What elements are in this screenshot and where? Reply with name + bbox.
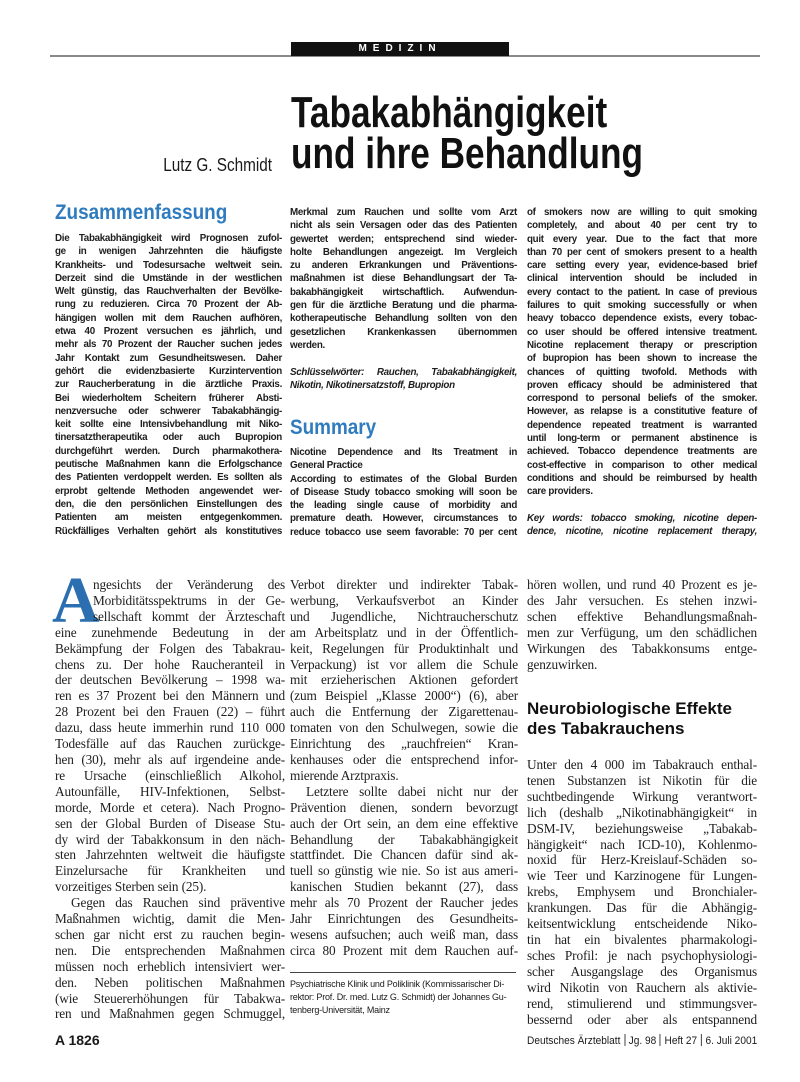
text-line: wird Nikotin von Rauchern als aktivie- (527, 979, 757, 995)
footnote (290, 978, 516, 1017)
text-line: zu anderen Erkrankungen und Präventions- (290, 260, 517, 272)
separator (701, 1034, 702, 1046)
text-line: schen gar nicht erst zu rauchen begin- (55, 926, 285, 942)
text-line: Bekämpfung der Folgen des Tabakrau- (55, 640, 285, 656)
text-line: dy wird der Tabakkonsum in den näch- (55, 831, 285, 847)
text-line: bessernd oder aber als entspannend (527, 1011, 757, 1027)
text-line: However, as relapse is a constitutive feature of (527, 406, 757, 418)
text-line: durchgeführt werden. Durch pharmakothera- (55, 445, 282, 457)
text-line: keit sollte eine Intensivbehandlung mit Niko- (55, 419, 282, 431)
summary-heading: Summary (290, 416, 377, 439)
text-line: ren und Maßnahmen gegen Schmuggel, (55, 1006, 285, 1022)
text-line: According to estimates of the Global Burden (290, 473, 517, 485)
text-line: of Disease Study tobacco smoking will soon be (290, 486, 517, 498)
text-line: every contact to the patient. In case of previous (527, 286, 757, 298)
text-line: Nicotine Dependence and Its Treatment in (290, 447, 517, 458)
footnote-rule (290, 972, 516, 973)
text-line: proven efficacy should be administered that (527, 379, 757, 391)
text-block (527, 206, 757, 499)
text-line: Verbot direkter und indirekter Tabak- (290, 577, 518, 592)
text-line: des Jahr versuchen. Es stehen inzwi- (527, 592, 757, 608)
text-line: Verpackung) ist vor allem die Schule (290, 656, 518, 672)
section-heading-line-1: Neurobiologische Effekte (527, 699, 732, 718)
journal-issue: Heft 27 (664, 1035, 697, 1047)
text-line: vorzeitiges Sterben sein (25). (55, 879, 207, 895)
text-line: stattfindet. Die Chancen dafür sind ak- (290, 847, 518, 863)
text-line: Die Tabakabhängigkeit wird Prognosen zufol- (55, 233, 282, 244)
text-line: the leading single cause of morbidity and (290, 500, 517, 512)
text-line: tenen Substanzen ist Nikotin für die (527, 772, 757, 788)
author: Lutz G. Schmidt (163, 155, 272, 175)
text-line: Einzelursache für Krankheiten und (55, 863, 285, 879)
text-line: care providers. (527, 486, 593, 498)
text-line: Maßnahmen wichtig, damit die Men- (55, 911, 285, 927)
text-line: Rückfälliges Verhalten gehört als konstitutives (55, 525, 282, 537)
text-line: keitsentwicklung entscheidende Niko- (527, 916, 757, 932)
body-col3-top (527, 577, 757, 672)
text-line: hängigkeit“ nach ICD-10), Kohlenmo- (527, 836, 757, 852)
text-line: Behandlung der Tabakabhängigkeit (290, 831, 518, 847)
text-line: nicht als sein Versagen oder das des Patienten (290, 220, 517, 232)
separator (624, 1034, 625, 1046)
footnote-line: Psychiatrische Klinik und Poliklinik (Kommissarischer Di- (290, 979, 505, 989)
text-line: werbung, Verkaufsverbot an Kinder (290, 592, 518, 608)
text-line: Letztere sollte dabei nicht nur der (306, 783, 518, 799)
summary-subtitle (290, 446, 517, 473)
text-line: correspond to personal beliefs of the smoker. (527, 393, 757, 405)
text-line: dependence repeated treatment is warranted (527, 419, 757, 431)
text-line: auch der Ort sein, an dem eine effektive (290, 815, 518, 831)
text-line: Autounfälle, HIV-Infektionen, Selbst- (55, 783, 285, 799)
abstract-de-col2 (290, 206, 517, 352)
abstract-en-col3 (527, 206, 757, 499)
keywords-de (290, 366, 517, 393)
title-line-2: und ihre Behandlung (291, 129, 643, 178)
text-line: nenzversuche oder schwerer Tabakabhängig- (55, 405, 282, 417)
text-line: tomaten von den Schulwegen, sowie die (290, 720, 518, 736)
text-line: Wirkungen des Tabakkonsums entge- (527, 640, 757, 656)
text-line: schen effektive Behandlungsmaßnah- (527, 608, 757, 624)
text-line: ren es 37 Prozent bei den Männern und (55, 688, 285, 704)
text-line: erprobt geltende Methoden angewendet wer- (55, 485, 282, 497)
text-line: tin hat ein bivalentes pharmakologi- (527, 931, 757, 947)
zusammenfassung-heading: Zusammenfassung (55, 201, 228, 224)
text-line: auch die Entfernung der Zigarettenau- (290, 704, 518, 720)
drop-cap: A (52, 564, 100, 637)
text-line: circa 80 Prozent mit dem Rauchen auf- (290, 942, 518, 958)
text-line: maßnahmen ist diese Behandlungsart der Ta- (290, 273, 517, 285)
text-line: scher Ausgangslage des Organismus (527, 963, 757, 979)
text-line: of bupropion has been shown to increase the (527, 353, 757, 365)
text-line: chens zu. Der hohe Raucheranteil in (55, 656, 285, 672)
text-line: gesetzlichen Krankenkassen übernommen (290, 326, 517, 338)
section-label: MEDIZIN (291, 42, 509, 56)
article-title (291, 88, 643, 178)
keywords-en (527, 512, 757, 539)
text-line: quit every year. Due to the fact that more (527, 233, 757, 245)
text-block (290, 473, 517, 539)
paragraph (290, 577, 518, 784)
text-line: Prävention dienen, sondern bevorzugt (290, 799, 518, 815)
text-line: heavy tobacco dependence exists, every tobac- (527, 313, 757, 325)
paragraph (55, 577, 285, 895)
text-line: sen der Global Burden of Disease Stu- (55, 815, 285, 831)
text-line: kanischen Studien bekannt (27), dass (290, 879, 518, 895)
text-line: den. Neben politischen Maßnahmen (55, 974, 285, 990)
text-line: gen für die ärztliche Beratung und die pharma- (290, 300, 517, 312)
text-line: (wie Steuererhöhungen für Tabakwa- (55, 990, 285, 1006)
text-line: DSM-IV, beziehungsweise „Tabakab- (527, 820, 757, 836)
text-line: etwa 40 Prozent versuchen es jährlich, und (55, 326, 282, 338)
journal-citation (527, 1034, 757, 1047)
text-line: until long-term or permanent abstinence is (527, 433, 757, 445)
text-line: werden. (290, 339, 325, 351)
text-line: Einrichtung des „rauchfreien“ Kran- (290, 736, 518, 752)
text-line: gehört die evidenzbasierte Kurzintervention (55, 365, 282, 377)
text-line: Derzeit sind die Umstände in der westlichen (55, 272, 282, 284)
text-line: cost-effective in comparison to other medical (527, 459, 757, 471)
text-line: Nikotin, Nikotinersatzstoff, Bupropion (290, 380, 455, 392)
text-line: kotherapeutische Behandlung sollten von den (290, 313, 517, 325)
text-line: keit, Regelungen für Produktinhalt und (290, 640, 518, 656)
text-line: mehr als 70 Prozent der Raucher jedes (290, 895, 518, 911)
text-line: tinersatztherapeutika oder auch Bupropion (55, 432, 282, 444)
text-line: sellschaft kommt der Ärzteschaft (93, 608, 285, 624)
text-line: rung zu reduzieren. Circa 70 Prozent der Ab- (55, 299, 282, 311)
text-line: müssen noch erheblich intensiviert wer- (55, 958, 285, 974)
text-line: zur Raucherberatung in die ärztliche Praxis. (55, 379, 282, 391)
text-line: Nicotine replacement therapy or prescription (527, 339, 757, 351)
text-line: 28 Prozent bei den Frauen (22) – führt (55, 704, 285, 720)
text-line: des Patienten verdoppelt werden. Es sollten als (55, 472, 282, 484)
paragraph (290, 784, 518, 959)
text-block (290, 206, 517, 352)
text-line: co user should be offered intensive treatment. (527, 326, 757, 338)
text-line: hören wollen, und rund 40 Prozent es je- (527, 577, 757, 592)
body-col3-bottom (527, 757, 757, 1027)
text-line: gewertet werden; entsprechend sind wieder- (290, 233, 517, 245)
text-line: wesens aufsuchen; auch weiß man, dass (290, 926, 518, 942)
text-line: Merkmal zum Rauchen und sollte vom Arzt (290, 207, 517, 218)
text-line: men zur Verfügung, um den schädlichen (527, 624, 757, 640)
text-line: Jahr Einrichtungen des Gesundheits- (290, 911, 518, 927)
text-line: am Arbeitsplatz und in der Öffentlich- (290, 624, 518, 640)
text-line: eine zunehmende Bedeutung in der (55, 624, 285, 640)
text-line: Todesfälle auf das Rauchen zurückge- (55, 736, 285, 752)
text-line: dence, nicotine, nicotine replacement therapy, (527, 526, 757, 538)
body-col1 (55, 577, 285, 1022)
section-heading (527, 699, 732, 739)
page-number: A 1826 (55, 1032, 100, 1048)
text-line: re Ursache (einschließlich Alkohol, (55, 767, 285, 783)
text-line: dazu, dass heute immerhin rund 110 000 (55, 720, 285, 736)
section-heading-line-2: des Tabakrauchens (527, 719, 685, 738)
text-block (55, 232, 282, 538)
text-line: care setting every year, evidence-based brief (527, 260, 757, 272)
text-line: Patienten am meisten entgegenkommen. (55, 512, 282, 524)
text-line: clinical intervention should be included in (527, 273, 757, 285)
text-line: sches Profil: je nach psychophysiologi- (527, 947, 757, 963)
text-line: wie Teer und Karzinogene für Lungen- (527, 868, 757, 884)
text-line: noxid für Herz-Kreislauf-Schäden so- (527, 852, 757, 868)
text-line: Gegen das Rauchen sind präventive (71, 895, 285, 911)
text-line: Schlüsselwörter: Rauchen, Tabakabhängigkeit, (290, 367, 517, 378)
text-line: nen. Die entsprechenden Maßnahmen (55, 942, 285, 958)
text-block (527, 512, 757, 539)
text-line: Morbiditätsspektrums in der Ge- (93, 592, 285, 608)
separator (660, 1034, 661, 1046)
paragraph (527, 577, 757, 672)
title-line-1: Tabakabhängigkeit (291, 88, 608, 137)
text-line: achieved. Tobacco dependence treatments are (527, 446, 757, 458)
text-line: suchtbedingende Wirkung verantwort- (527, 788, 757, 804)
text-line: than 70 per cent of smokers present to a health (527, 246, 757, 258)
text-line: peutische Maßnahmen kann die Erfolgschance (55, 459, 282, 471)
text-line: ge in wenigen Jahrzehnten die häufigste (55, 246, 282, 258)
text-line: kenhauses oder die entsprechend infor- (290, 751, 518, 767)
text-line: mehr als 70 Prozent der Raucher suchen jedes (55, 339, 282, 351)
text-line: failures to quit smoking successfully or when (527, 300, 757, 312)
text-block (290, 366, 517, 393)
text-line: Krankheits- und Todesursache weltweit sein. (55, 259, 282, 271)
journal-volume: Jg. 98 (628, 1035, 657, 1047)
text-line: hängigen wollen mit dem Rauchen aufhören, (55, 312, 282, 324)
text-line: Welt günstig, das Rauchverhalten der Bevölke- (55, 286, 282, 298)
text-line: krankungen. Das für die Abhängig- (527, 900, 757, 916)
journal-name: Deutsches Ärzteblatt (526, 1035, 621, 1047)
footnote-line: rektor: Prof. Dr. med. Lutz G. Schmidt) der Johannes Gu- (290, 992, 507, 1002)
text-line: genzuwirken. (527, 656, 598, 672)
text-line: premature death. However, circumstances to (290, 513, 517, 525)
text-line: hen (30), mehr als auf irgendeine ande- (55, 751, 285, 767)
text-line: (zum Beispiel „Klasse 2000“) (6), aber (290, 688, 518, 704)
text-line: Key words: tobacco smoking, nicotine depen- (527, 513, 757, 524)
paragraph (527, 757, 757, 1027)
text-line: der deutschen Bevölkerung – 1998 wa- (55, 672, 285, 688)
text-line: Jahr Kontakt zum Gesundheitswesen. Daher (55, 352, 282, 364)
text-line: lich (deshalb „Nikotinabhängigkeit“ in (527, 804, 757, 820)
text-line: Unter den 4 000 im Tabakrauch enthal- (527, 757, 757, 772)
journal-date: 6. Juli 2001 (705, 1035, 757, 1047)
text-line: holte Behandlungen angezeigt. Im Vergleich (290, 246, 517, 258)
text-line: reduce tobacco use seem favorable: 70 per cent (290, 526, 517, 538)
abstract-de-col1 (55, 232, 282, 538)
text-line: mierende Arztpraxis. (290, 767, 399, 783)
text-line: bakabhängigkeit wirtschaftlich. Aufwendun- (290, 286, 517, 298)
text-line: chances of quitting twofold. Methods with (527, 366, 757, 378)
text-line: krebs, Emphysem und Bronchialer- (527, 884, 757, 900)
abstract-en-col2 (290, 446, 517, 539)
text-line: und Jugendliche, Nichtraucherschutz (290, 608, 518, 624)
body-col2 (290, 577, 518, 959)
text-line: sten Jahrzehnten weltweit die häufigste (55, 847, 285, 863)
text-line: ngesichts der Veränderung des (93, 577, 285, 592)
footnote-line: tenberg-Universität, Mainz (290, 1005, 390, 1015)
text-line: tuell so günstig wie nie. So ist aus ameri- (290, 863, 518, 879)
text-line: den, die den persönlichen Einstellungen des (55, 498, 282, 510)
text-line: completely, and about 40 per cent try to (527, 220, 757, 232)
paragraph (55, 895, 285, 1022)
text-line: General Practice (290, 460, 363, 472)
text-line: Bei wiederholtem Scheitern früherer Absti- (55, 392, 282, 404)
text-line: conditions and should be reimbursed by health (527, 472, 757, 484)
text-line: mit erzieherischen Aktionen gefordert (290, 672, 518, 688)
text-line: rend, stimulierend und stimmungsver- (527, 995, 757, 1011)
text-line: morde, Morde et cetera). Nach Progno- (55, 799, 285, 815)
text-line: of smokers now are willing to quit smoking (527, 207, 757, 218)
